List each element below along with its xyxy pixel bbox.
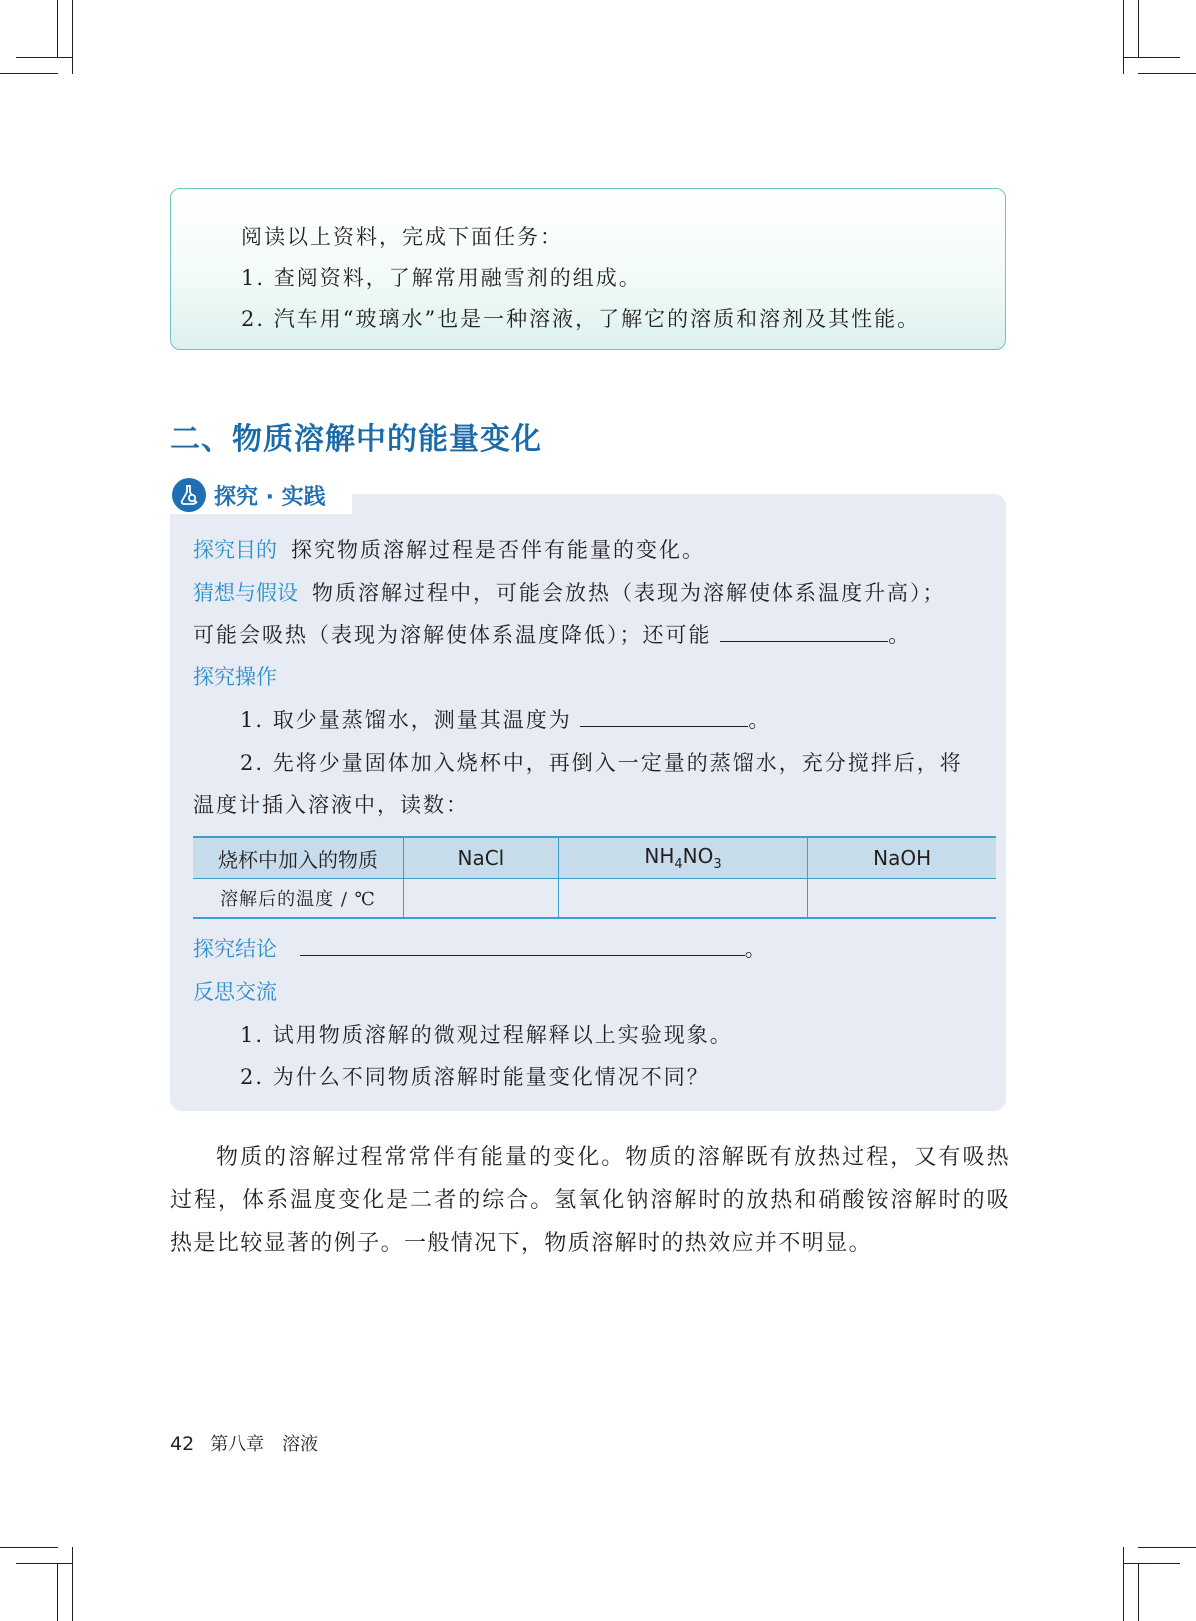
reflection-row — [193, 976, 291, 1006]
dissolution-temperature-table — [193, 836, 996, 919]
period: 。 — [744, 937, 768, 961]
step-2-row-2 — [193, 789, 469, 819]
crop-mark-bottom-right-h — [1138, 1547, 1196, 1548]
crop-mark-top-right-v — [1123, 0, 1124, 74]
crop-mark-top-left-v2 — [57, 0, 58, 58]
task-item-2: 2. 汽车用“玻璃水”也是一种溶液，了解它的溶质和溶剂及其性能。 — [241, 307, 921, 331]
hypothesis-row — [193, 577, 946, 607]
section-title: 二、物质溶解中的能量变化 — [170, 422, 542, 457]
task-item-1: 1. 查阅资料，了解常用融雪剂的组成。 — [241, 266, 642, 290]
table-row — [193, 879, 996, 919]
crop-mark-top-right-h — [1138, 73, 1196, 74]
crop-mark-bottom-left-v — [72, 1547, 73, 1621]
crop-mark-bottom-left-h2 — [16, 1563, 73, 1564]
crop-mark-bottom-left-h — [0, 1547, 58, 1548]
task-intro: 阅读以上资料，完成下面任务： — [241, 225, 563, 249]
crop-mark-bottom-right-h2 — [1123, 1563, 1180, 1564]
crop-mark-top-right-v2 — [1138, 0, 1139, 58]
hypothesis-text-2: 可能会吸热（表现为溶解使体系温度降低）；还可能 — [193, 623, 712, 647]
table-cell-nacl[interactable] — [404, 879, 559, 919]
table-header-row — [193, 837, 996, 879]
hypothesis-row-2 — [193, 619, 911, 649]
period: 。 — [748, 708, 772, 732]
table-header-substance: 烧杯中加入的物质 — [193, 837, 404, 879]
reflection-item-1: 1. 试用物质溶解的微观过程解释以上实验现象。 — [240, 1023, 733, 1047]
explore-practice-tab — [168, 476, 352, 514]
conclusion-row — [193, 933, 768, 963]
body-paragraph: 物质的溶解过程常常伴有能量的变化。物质的溶解既有放热过程，又有吸热过程，体系温度变化是二者的综合。氢氧化钠溶解时的放热和硝酸铵溶解时的吸热是比较显著的例子。一般情况下，物质溶解时的热效应并不明显。 — [170, 1145, 1010, 1256]
table-header-nh4no3: $NH_4NO_3$ — [558, 837, 808, 879]
crop-mark-top-left-h — [0, 73, 58, 74]
crop-mark-bottom-left-v2 — [57, 1563, 58, 1621]
hypothesis-heading: 猜想与假设 — [193, 581, 298, 605]
temperature-answer-blank[interactable] — [580, 706, 748, 727]
crop-mark-bottom-right-v — [1123, 1547, 1124, 1621]
table-cell-nh4no3[interactable] — [558, 879, 808, 919]
crop-mark-top-left-v — [72, 0, 73, 74]
step-1-row — [240, 704, 771, 734]
table-header-nacl: NaCl — [404, 837, 559, 879]
crop-mark-top-left-h2 — [16, 57, 73, 58]
explore-tab-label: 探究 · 实践 — [214, 484, 326, 510]
hypothesis-answer-blank[interactable] — [720, 621, 888, 642]
step-2-text-2: 温度计插入溶液中，读数： — [193, 793, 469, 817]
reading-task-box — [170, 188, 1006, 350]
conclusion-answer-blank[interactable] — [300, 935, 745, 956]
operation-row — [193, 661, 291, 691]
reflection-heading: 反思交流 — [193, 980, 277, 1004]
reflection-item-2: 2. 为什么不同物质溶解时能量变化情况不同？ — [240, 1065, 710, 1089]
purpose-text: 探究物质溶解过程是否伴有能量的变化。 — [291, 538, 705, 562]
chapter-label: 第八章 溶液 — [210, 1434, 319, 1455]
page-footer — [170, 1430, 318, 1456]
table-row-label: 溶解后的温度 / ℃ — [193, 879, 404, 919]
conclusion-heading: 探究结论 — [193, 937, 277, 961]
page-number: 42 — [170, 1433, 195, 1455]
step-1-text: 1. 取少量蒸馏水，测量其温度为 — [240, 708, 572, 732]
table-header-naoh: NaOH — [808, 837, 996, 879]
flask-magnifier-icon — [172, 478, 206, 512]
hypothesis-text-1: 物质溶解过程中，可能会放热（表现为溶解使体系温度升高）； — [312, 581, 946, 605]
crop-mark-top-right-h2 — [1123, 57, 1180, 58]
table-cell-naoh[interactable] — [808, 879, 996, 919]
purpose-heading: 探究目的 — [193, 538, 277, 562]
period: 。 — [888, 623, 912, 647]
purpose-row — [193, 534, 705, 564]
operation-heading: 探究操作 — [193, 665, 277, 689]
crop-mark-bottom-right-v2 — [1138, 1563, 1139, 1621]
step-2-text-1: 2. 先将少量固体加入烧杯中，再倒入一定量的蒸馏水，充分搅拌后，将 — [240, 751, 963, 775]
step-2-row — [240, 747, 963, 777]
